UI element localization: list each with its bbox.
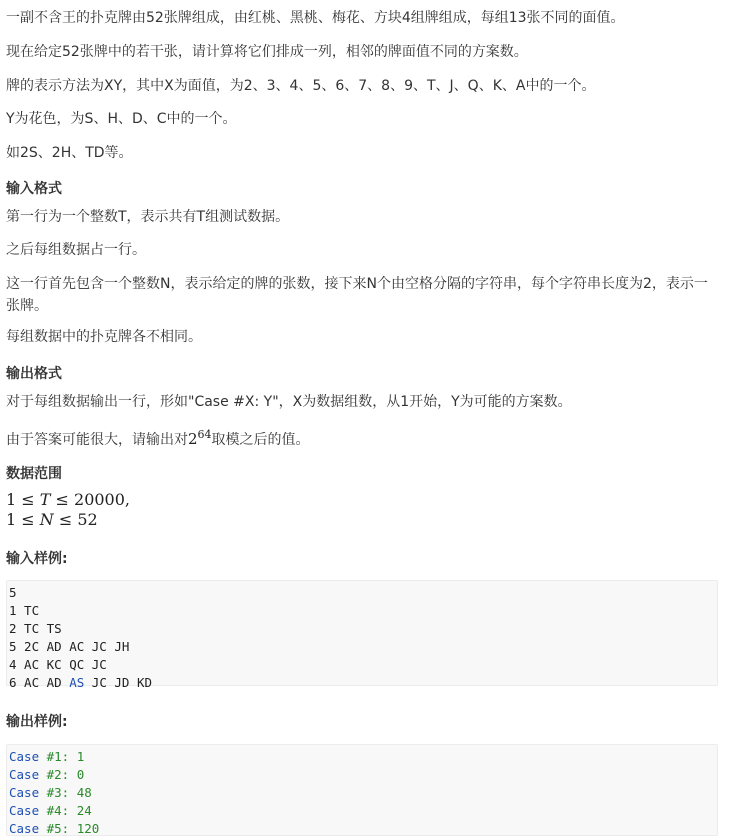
- modulo-text-before: 由于答案可能很大，请输出对: [6, 432, 188, 448]
- modulo-exponent: 64: [197, 428, 212, 441]
- sample-input-line: [9, 656, 717, 674]
- range-constraint-n: [6, 510, 98, 530]
- sample-input-heading: 输入样例:: [6, 551, 68, 567]
- code-label: #2:: [39, 767, 77, 782]
- sample-output-line: [9, 748, 717, 766]
- description-paragraph-5: 如2S、2H、TD等。: [6, 145, 133, 161]
- code-keyword: Case: [9, 803, 40, 818]
- input-format-paragraph-3: 这一行首先包含一个整数N，表示给定的牌的张数，接下来N个由空格分隔的字符串，每个字符串长度为2，表示一张牌。: [6, 276, 708, 314]
- sample-output-heading: 输出样例:: [6, 714, 68, 730]
- code-number: 0: [76, 767, 85, 782]
- output-format-paragraph-2: [6, 424, 310, 451]
- description-paragraph-1: 一副不含王的扑克牌由52张牌组成，由红桃、黑桃、梅花、方块4组牌组成，每组13张不同的面值。: [6, 10, 625, 26]
- range-n-var: N: [39, 510, 54, 529]
- input-format-paragraph-2: 之后每组数据占一行。: [6, 242, 146, 258]
- modulo-base: 2: [188, 430, 198, 448]
- range-n-left: 1 ≤: [6, 510, 40, 529]
- sample-output-code-block[interactable]: [6, 744, 718, 836]
- code-text: 5 2C AD AC JC JH: [9, 639, 130, 654]
- description-paragraph-4: Y为花色，为S、H、D、C中的一个。: [6, 111, 237, 127]
- output-format-heading: 输出格式: [6, 366, 62, 382]
- code-text: 1 TC: [9, 603, 40, 618]
- code-text: 4 AC KC QC JC: [9, 657, 107, 672]
- sample-output-line: [9, 820, 717, 838]
- input-format-paragraph-4: 每组数据中的扑克牌各不相同。: [6, 329, 202, 345]
- code-keyword: Case: [9, 821, 40, 836]
- sample-input-line: [9, 674, 717, 692]
- modulo-power: [188, 430, 212, 448]
- code-label: #3:: [39, 785, 77, 800]
- code-label: #4:: [39, 803, 77, 818]
- description-paragraph-2: 现在给定52张牌中的若干张，请计算将它们排成一列，相邻的牌面值不同的方案数。: [6, 44, 528, 60]
- input-format-paragraph-1: 第一行为一个整数T，表示共有T组测试数据。: [6, 209, 290, 225]
- code-text: 2 TC TS: [9, 621, 62, 636]
- code-text: 6 AC AD: [9, 675, 70, 690]
- code-number: 24: [76, 803, 92, 818]
- data-range-heading: 数据范围: [6, 466, 62, 482]
- sample-input-code-block[interactable]: [6, 580, 718, 690]
- code-number: 48: [76, 785, 92, 800]
- code-label: #1:: [39, 749, 77, 764]
- range-t-left: 1 ≤: [6, 490, 40, 509]
- code-number: 120: [76, 821, 100, 836]
- code-keyword: Case: [9, 767, 40, 782]
- sample-input-line: [9, 602, 717, 620]
- sample-output-line: [9, 802, 717, 820]
- range-constraint-t: [6, 490, 130, 510]
- code-text: JC JD KD: [84, 675, 153, 690]
- sample-input-line: [9, 620, 717, 638]
- modulo-text-after: 取模之后的值。: [211, 432, 310, 448]
- output-format-paragraph-1: 对于每组数据输出一行，形如"Case #X: Y"，X为数据组数，从1开始，Y为可能的方案数。: [6, 394, 572, 410]
- range-n-right: ≤ 52: [53, 510, 98, 529]
- code-number: 1: [76, 749, 85, 764]
- code-keyword: AS: [69, 675, 85, 690]
- code-keyword: Case: [9, 749, 40, 764]
- input-format-heading: 输入格式: [6, 181, 62, 197]
- code-text: 5: [9, 585, 17, 600]
- code-keyword: Case: [9, 785, 40, 800]
- sample-input-line: [9, 638, 717, 656]
- sample-output-line: [9, 766, 717, 784]
- range-t-var: T: [39, 490, 51, 509]
- code-label: #5:: [39, 821, 77, 836]
- range-t-right: ≤ 20000,: [50, 490, 130, 509]
- sample-output-line: [9, 784, 717, 802]
- sample-input-line: [9, 584, 717, 602]
- description-paragraph-3: 牌的表示方法为XY，其中X为面值，为2、3、4、5、6、7、8、9、T、J、Q、K、A中的一个。: [6, 78, 596, 94]
